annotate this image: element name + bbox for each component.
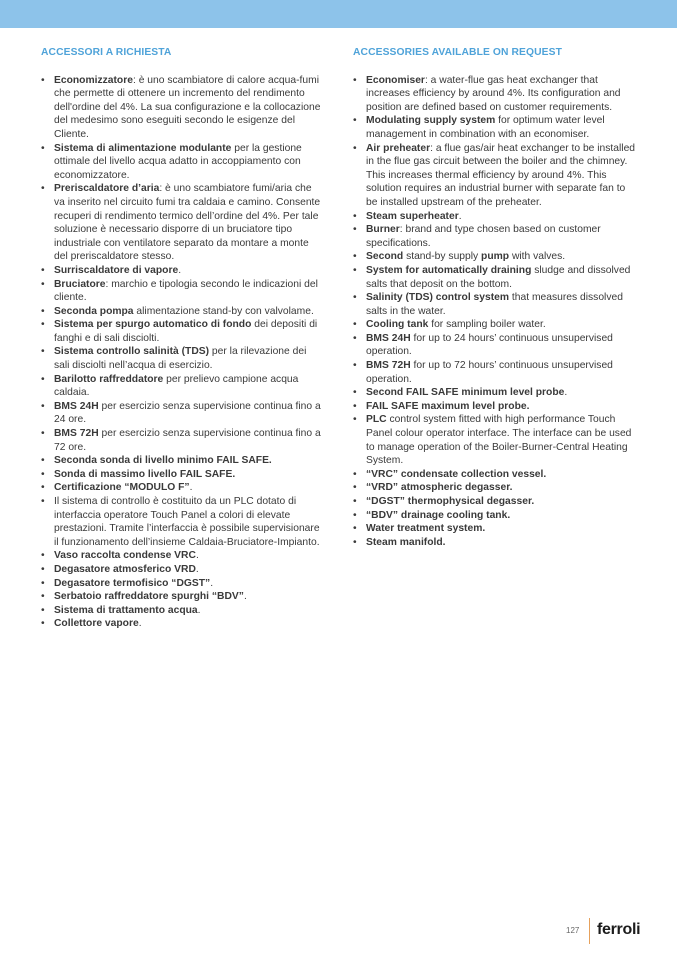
item-description: per esercizio senza supervisione continua fino a 24 ore.	[54, 400, 321, 426]
list-item	[41, 142, 323, 183]
item-description: per la rilevazione dei sali disciolti nell’acqua di esercizio.	[54, 346, 307, 372]
right-heading: ACCESSORIES AVAILABLE ON REQUEST	[353, 47, 562, 58]
list-item	[353, 210, 638, 224]
list-item	[41, 74, 323, 142]
item-description: : a water-flue gas heat exchanger that increases efficiency by around 4%. Its configuration and position are defined based on customer requirements.	[366, 74, 621, 113]
list-item	[41, 427, 323, 454]
list-item	[41, 305, 323, 319]
item-description: that measures dissolved salts in the water.	[366, 292, 623, 317]
item-term: Preriscaldatore d’aria	[54, 183, 160, 195]
item-term: System for automatically draining	[366, 264, 532, 276]
item-description: .	[564, 387, 568, 399]
item-term: Surriscaldatore di vapore	[54, 264, 179, 276]
item-description: Il sistema di controllo è costituito da un PLC dotato di interfaccia operatore Touch Panel a colori di elevate prestazioni. Tramite l’interfaccia è possibile supervisionare il funzionamento dell’insieme Caldaia-Bruciatore-Impianto.	[54, 496, 320, 548]
item-description: .	[195, 550, 199, 562]
list-item	[353, 114, 638, 141]
item-description: : a flue gas/air heat exchanger to be installed in the flue gas circuit between the boiler and the chimney. This increases thermal efficiency by around 4%. This solution requires an industrial burner with separate fan to be installed upstream of the preheater.	[366, 142, 636, 208]
item-description: .	[178, 264, 182, 276]
list-item	[353, 481, 638, 495]
item-description: dei depositi di fanghi e di sali disciolti.	[54, 319, 318, 344]
right-column-english	[353, 46, 638, 549]
item-term: FAIL SAFE maximum level probe.	[366, 400, 530, 412]
list-item	[41, 481, 323, 495]
footer-divider	[589, 918, 590, 944]
item-term: Sistema controllo salinità (TDS)	[54, 346, 210, 358]
list-item	[41, 454, 323, 468]
list-item	[41, 182, 323, 264]
item-term: Air preheater	[366, 142, 431, 154]
item-description: : è uno scambiatore fumi/aria che va inserito nel circuito fumi tra caldaia e camino. Consente recuperi di rendimento termico dell’ordine del 4%. Per tale soluzione è necessario disporre di un bruciatore tipo industriale con ventilatore separato da montare a monte del preriscaldatore stesso.	[54, 183, 321, 263]
item-term: Salinity (TDS) control system	[366, 292, 510, 304]
item-term: Economizzatore	[54, 74, 133, 86]
item-term: Sistema di alimentazione modulante	[54, 142, 232, 154]
item-term: Serbatoio raffreddatore spurghi “BDV”	[54, 591, 244, 603]
item-term: Cooling tank	[366, 319, 429, 331]
list-item	[41, 590, 323, 604]
item-description: sludge and dissolved salts that deposit on the bottom.	[366, 264, 631, 290]
list-item	[353, 291, 638, 318]
item-term: Seconda sonda di livello minimo FAIL SAFE.	[54, 455, 272, 467]
item-term: “DGST” thermophysical degasser.	[366, 496, 535, 507]
item-description: for up to 72 hours’ continuous unsupervised operation.	[366, 360, 613, 385]
item-term: Bruciatore	[54, 278, 106, 290]
list-item	[41, 373, 323, 400]
item-description: .	[138, 618, 142, 630]
list-item	[41, 345, 323, 372]
item-term: Economiser	[366, 74, 425, 86]
item-term: Second	[366, 251, 404, 263]
item-description: for sampling boiler water.	[428, 319, 546, 331]
list-item	[41, 617, 323, 631]
item-term: Second FAIL SAFE minimum level probe	[366, 387, 565, 399]
list-item	[353, 332, 638, 359]
item-term: pump	[481, 251, 510, 263]
list-item	[41, 468, 323, 482]
item-term: BMS 72H	[54, 428, 99, 440]
list-item	[41, 318, 323, 345]
list-item	[353, 142, 638, 210]
left-accessory-list	[41, 74, 323, 631]
item-term: “VRC” condensate collection vessel.	[366, 468, 547, 480]
item-description: .	[197, 604, 201, 616]
list-item	[41, 604, 323, 618]
item-description: .	[189, 482, 193, 494]
item-term: Sonda di massimo livello FAIL SAFE.	[54, 468, 236, 480]
item-description: .	[243, 591, 247, 603]
item-term: Water treatment system.	[366, 523, 486, 535]
item-description: for up to 24 hours’ continuous unsupervised operation.	[366, 332, 613, 358]
item-term: Sistema di trattamento acqua	[54, 604, 198, 616]
item-term: Vaso raccolta condense VRC	[54, 550, 196, 562]
list-item	[353, 522, 638, 536]
item-description: : è uno scambiatore di calore acqua-fumi che permette di ottenere un incremento del rendimento dell'ordine del 4%. La sua configurazione e la collocazione del medesimo sono eseguiti secondo le esigenze del Cliente.	[54, 74, 321, 140]
item-term: Modulating supply system	[366, 115, 496, 127]
list-item	[353, 386, 638, 400]
list-item	[41, 495, 323, 549]
item-term: Barilotto raffreddatore	[54, 373, 164, 385]
item-term: Certificazione “MODULO F”	[54, 482, 190, 494]
item-term: BMS 24H	[366, 332, 411, 344]
list-item	[353, 468, 638, 482]
list-item	[353, 223, 638, 250]
list-item	[353, 359, 638, 386]
ferroli-logo: ferroli	[597, 921, 641, 938]
page-number: 127	[566, 926, 580, 935]
item-term: Steam manifold.	[366, 536, 446, 548]
item-term: Degasatore atmosferico VRD	[54, 563, 196, 575]
item-term: BMS 72H	[366, 360, 411, 372]
item-description: for optimum water level management in combination with an economiser.	[366, 115, 605, 140]
item-term: Degasatore termofisico “DGST”	[54, 577, 211, 589]
list-item	[41, 400, 323, 427]
item-term: Burner	[366, 224, 400, 236]
left-heading: ACCESSORI A RICHIESTA	[41, 47, 172, 58]
item-description: : brand and type chosen based on customer specifications.	[366, 224, 601, 249]
list-item	[353, 509, 638, 523]
item-description: : marchio e tipologia secondo le indicazioni del cliente.	[54, 278, 318, 304]
item-term: Steam superheater	[366, 210, 459, 222]
item-description: alimentazione stand-by con valvolame.	[133, 305, 314, 317]
list-item	[353, 264, 638, 291]
item-term: “BDV” drainage cooling tank.	[366, 509, 511, 521]
item-description: per la gestione ottimale del livello acqua adatto in accoppiamento con economizzatore.	[54, 142, 302, 181]
item-description: .	[210, 577, 214, 589]
list-item	[41, 264, 323, 278]
list-item	[353, 74, 638, 115]
item-description: .	[195, 563, 199, 575]
item-description: .	[458, 210, 462, 222]
item-description: per esercizio senza supervisione continua fino a 72 ore.	[54, 428, 321, 453]
item-description: control system fitted with high performance Touch Panel colour operator interface. The interface can be used to manage operation of the Boiler-Burner-Central Heating System.	[366, 414, 632, 467]
list-item	[353, 413, 638, 467]
item-term: Collettore vapore	[54, 618, 139, 630]
item-term: Seconda pompa	[54, 305, 134, 317]
item-term: BMS 24H	[54, 400, 99, 412]
list-item	[353, 400, 638, 414]
list-item	[41, 577, 323, 591]
list-item	[353, 250, 638, 264]
item-term: Sistema per spurgo automatico di fondo	[54, 319, 252, 331]
list-item	[353, 536, 638, 550]
list-item	[41, 278, 323, 305]
list-item	[41, 563, 323, 577]
list-item	[41, 549, 323, 563]
right-accessory-list	[353, 74, 638, 550]
item-description: with valves.	[509, 251, 566, 263]
item-description: stand-by supply	[403, 251, 482, 263]
item-term: “VRD” atmospheric degasser.	[366, 482, 513, 494]
item-term: PLC	[366, 414, 387, 426]
left-column-italian	[41, 46, 323, 631]
list-item	[353, 495, 638, 509]
item-description: per prelievo campione acqua caldaia.	[54, 373, 299, 399]
list-item	[353, 318, 638, 332]
top-color-band	[0, 0, 677, 28]
